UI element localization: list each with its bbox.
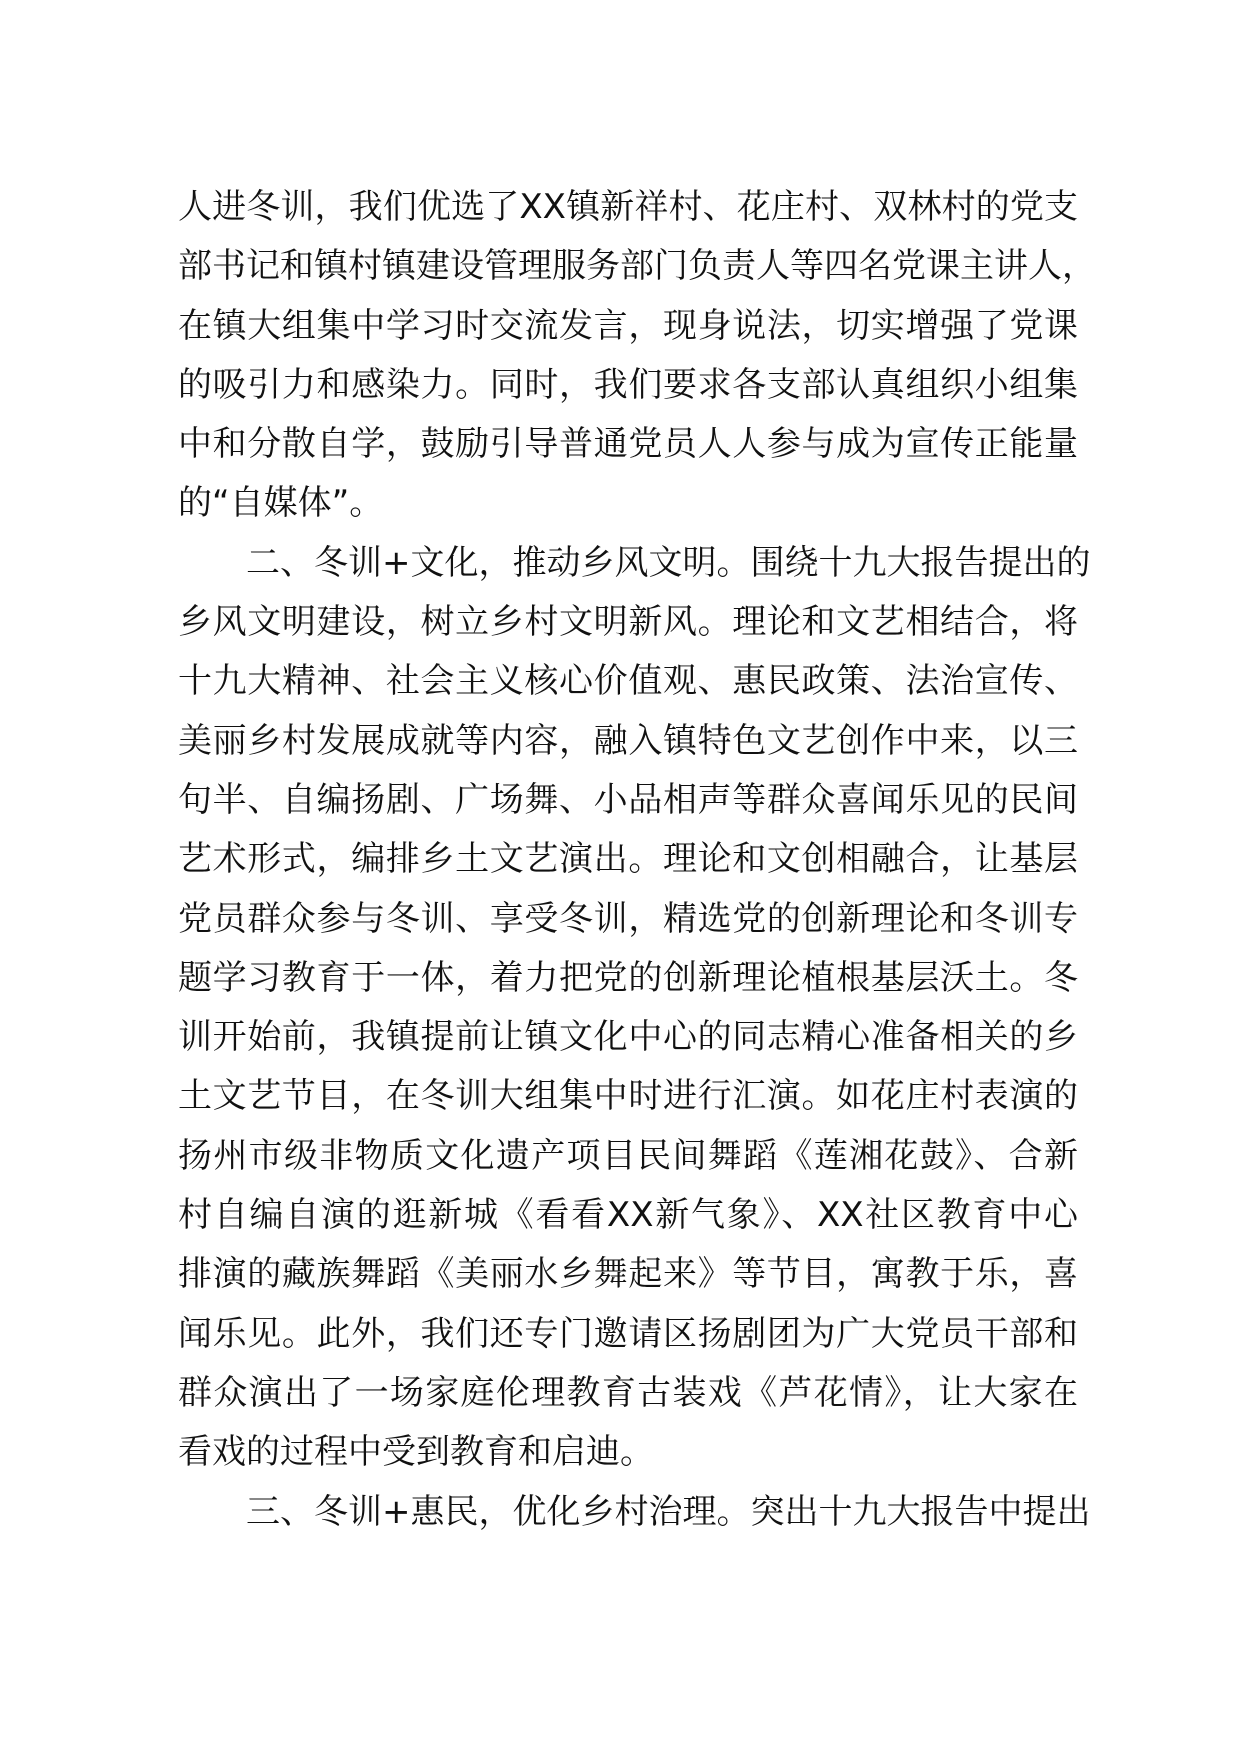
text-line: 的吸引力和感染力。同时，我们要求各支部认真组织小组集	[178, 364, 1078, 405]
text-line: 闻乐见。此外，我们还专门邀请区扬剧团为广大党员干部和	[178, 1313, 1078, 1354]
text-line: 部书记和镇村镇建设管理服务部门负责人等四名党课主讲人，	[178, 246, 1096, 287]
text-line: 乡风文明建设，树立乡村文明新风。理论和文艺相结合，将	[178, 602, 1078, 643]
text-line: 中和分散自学，鼓励引导普通党员人人参与成为宣传正能量	[178, 424, 1078, 465]
text-line: 美丽乡村发展成就等内容，融入镇特色文艺创作中来，以三	[178, 720, 1078, 761]
text-line: 题学习教育于一体，着力把党的创新理论植根基层沃土。冬	[178, 957, 1078, 998]
text-line: 十九大精神、社会主义核心价值观、惠民政策、法治宣传、	[178, 661, 1078, 702]
text-line: 句半、自编扬剧、广场舞、小品相声等群众喜闻乐见的民间	[178, 779, 1078, 820]
text-line: 排演的藏族舞蹈《美丽水乡舞起来》等节目，寓教于乐，喜	[178, 1254, 1078, 1295]
section-heading-line: 三、冬训+惠民，优化乡村治理。突出十九大报告中提出	[246, 1491, 1091, 1532]
text-line: 训开始前，我镇提前让镇文化中心的同志精心准备相关的乡	[178, 1017, 1078, 1058]
text-line: 的“自媒体”。	[178, 483, 384, 524]
text-line: 土文艺节目，在冬训大组集中时进行汇演。如花庄村表演的	[178, 1076, 1078, 1117]
section-heading-line: 二、冬训+文化，推动乡风文明。围绕十九大报告提出的	[246, 542, 1091, 583]
text-line: 扬州市级非物质文化遗产项目民间舞蹈《莲湘花鼓》、合新	[178, 1135, 1078, 1176]
text-line: 党员群众参与冬训、享受冬训，精选党的创新理论和冬训专	[178, 898, 1078, 939]
text-line: 艺术形式，编排乡土文艺演出。理论和文创相融合，让基层	[178, 839, 1078, 880]
text-line: 人进冬训，我们优选了XX镇新祥村、花庄村、双林村的党支	[178, 187, 1078, 227]
text-line: 群众演出了一场家庭伦理教育古装戏《芦花情》，让大家在	[178, 1372, 1078, 1413]
text-line: 在镇大组集中学习时交流发言，现身说法，切实增强了党课	[178, 305, 1078, 346]
body-text	[178, 178, 1096, 1542]
text-line: 看戏的过程中受到教育和启迪。	[178, 1432, 654, 1473]
text-line: 村自编自演的逛新城《看看XX新气象》、XX社区教育中心	[178, 1195, 1078, 1236]
